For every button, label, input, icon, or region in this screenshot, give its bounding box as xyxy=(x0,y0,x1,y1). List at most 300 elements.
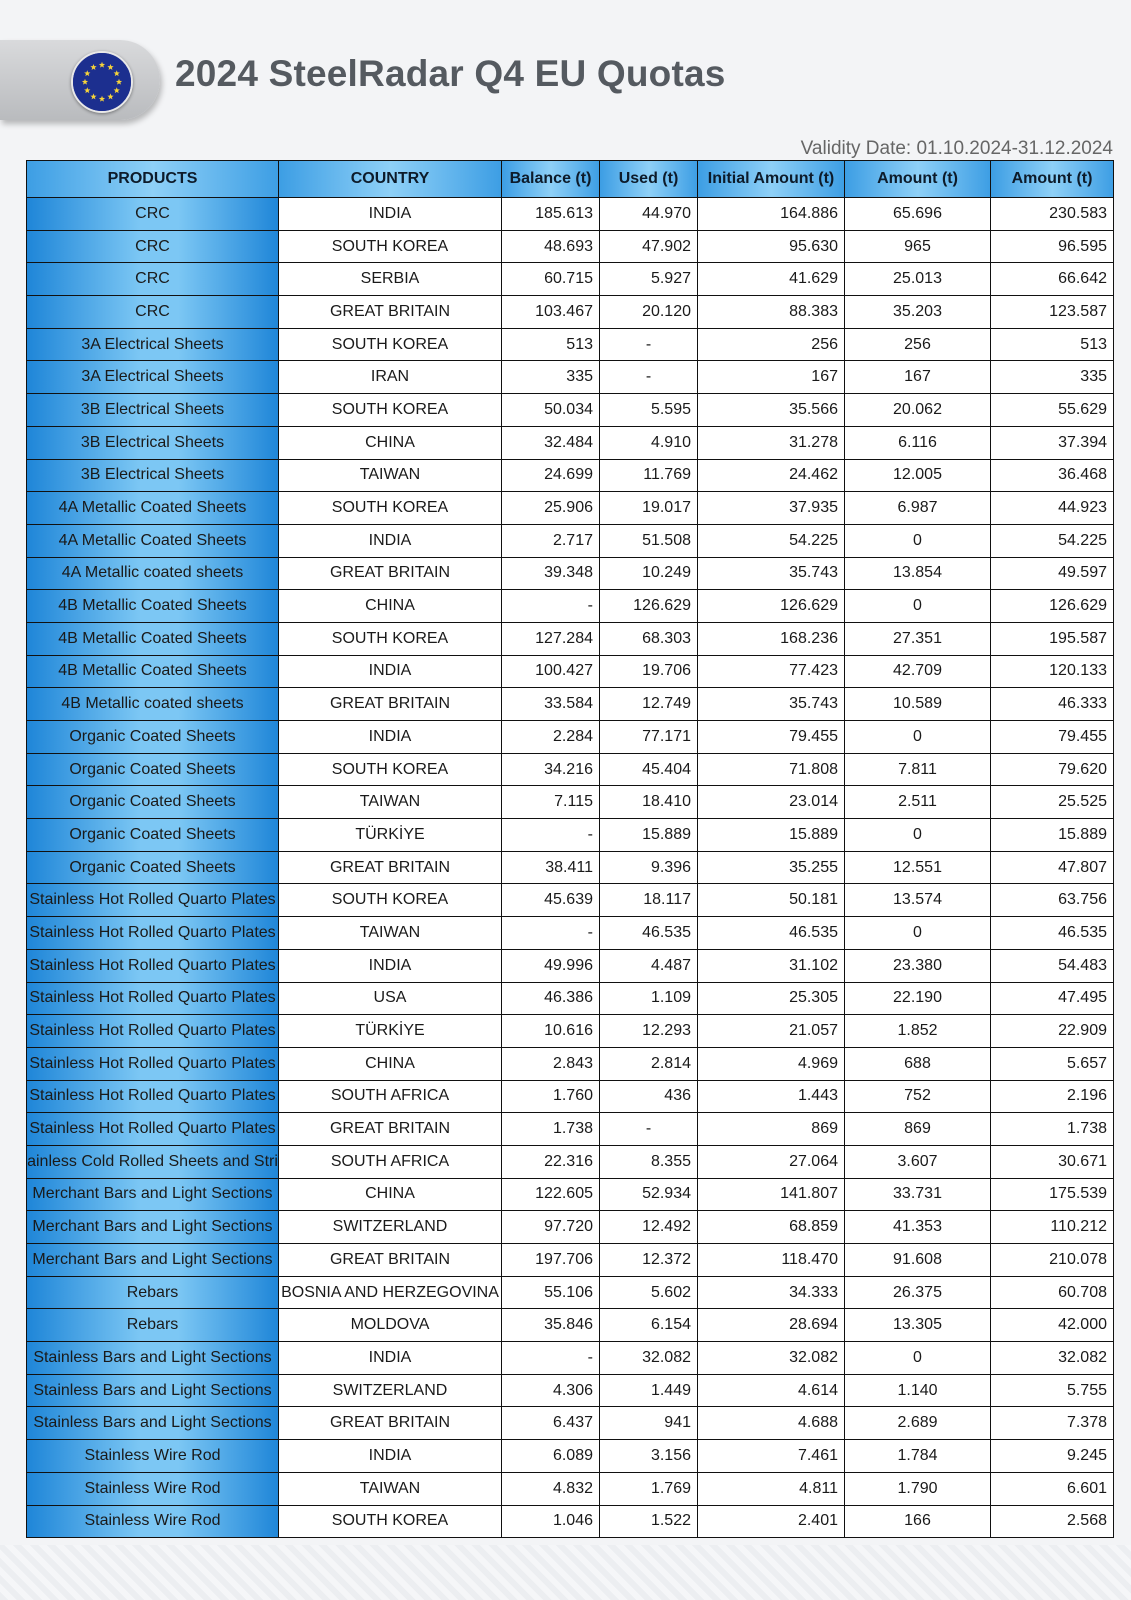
value-cell: 19.706 xyxy=(600,655,698,688)
table-row xyxy=(27,884,1114,917)
table-row xyxy=(27,557,1114,590)
value-cell: 41.353 xyxy=(845,1211,991,1244)
value-cell: 12.492 xyxy=(600,1211,698,1244)
column-header: Initial Amount (t) xyxy=(698,161,845,198)
value-cell: 126.629 xyxy=(698,590,845,623)
value-cell: 39.348 xyxy=(502,557,600,590)
product-cell: Stainless Hot Rolled Quarto Plates xyxy=(27,1113,279,1146)
value-cell: 25.305 xyxy=(698,982,845,1015)
table-row xyxy=(27,1080,1114,1113)
product-cell: Merchant Bars and Light Sections xyxy=(27,1178,279,1211)
product-cell: Organic Coated Sheets xyxy=(27,753,279,786)
table-row xyxy=(27,655,1114,688)
value-cell: 20.120 xyxy=(600,296,698,329)
table-row xyxy=(27,721,1114,754)
table-row xyxy=(27,230,1114,263)
value-cell: 95.630 xyxy=(698,230,845,263)
value-cell: 25.906 xyxy=(502,492,600,525)
value-cell: 118.470 xyxy=(698,1244,845,1277)
value-cell: 1.738 xyxy=(502,1113,600,1146)
country-cell: SOUTH AFRICA xyxy=(279,1080,502,1113)
value-cell: 49.996 xyxy=(502,949,600,982)
value-cell: 2.814 xyxy=(600,1047,698,1080)
value-cell: 335 xyxy=(991,361,1114,394)
country-cell: GREAT BRITAIN xyxy=(279,1113,502,1146)
value-cell: 1.046 xyxy=(502,1505,600,1538)
product-cell: Stainless Hot Rolled Quarto Plates xyxy=(27,884,279,917)
table-row xyxy=(27,426,1114,459)
country-cell: INDIA xyxy=(279,524,502,557)
table-row xyxy=(27,819,1114,852)
table-row xyxy=(27,361,1114,394)
value-cell: 195.587 xyxy=(991,622,1114,655)
table-header-row xyxy=(27,161,1114,198)
country-cell: SOUTH KOREA xyxy=(279,753,502,786)
country-cell: SWITZERLAND xyxy=(279,1211,502,1244)
value-cell: 46.535 xyxy=(600,917,698,950)
product-cell: Stainless Wire Rod xyxy=(27,1472,279,1505)
value-cell: 35.743 xyxy=(698,688,845,721)
country-cell: TAIWAN xyxy=(279,786,502,819)
product-cell: 3B Electrical Sheets xyxy=(27,394,279,427)
value-cell: 38.411 xyxy=(502,851,600,884)
table-row xyxy=(27,328,1114,361)
product-cell: Merchant Bars and Light Sections xyxy=(27,1211,279,1244)
value-cell: 436 xyxy=(600,1080,698,1113)
product-cell: Organic Coated Sheets xyxy=(27,819,279,852)
value-cell: 513 xyxy=(991,328,1114,361)
country-cell: INDIA xyxy=(279,949,502,982)
country-cell: INDIA xyxy=(279,721,502,754)
value-cell: 65.696 xyxy=(845,198,991,231)
value-cell: 37.935 xyxy=(698,492,845,525)
value-cell: - xyxy=(502,1342,600,1375)
value-cell: 11.769 xyxy=(600,459,698,492)
value-cell: 1.852 xyxy=(845,1015,991,1048)
value-cell: 13.854 xyxy=(845,557,991,590)
value-cell: 1.449 xyxy=(600,1374,698,1407)
value-cell: 0 xyxy=(845,819,991,852)
product-cell: 3A Electrical Sheets xyxy=(27,328,279,361)
value-cell: 1.738 xyxy=(991,1113,1114,1146)
table-row xyxy=(27,492,1114,525)
product-cell: CRC xyxy=(27,230,279,263)
quota-table xyxy=(26,160,1114,1538)
country-cell: TÜRKİYE xyxy=(279,819,502,852)
product-cell: Stainless Hot Rolled Quarto Plates xyxy=(27,917,279,950)
value-cell: 15.889 xyxy=(991,819,1114,852)
value-cell: 167 xyxy=(845,361,991,394)
product-cell: Stainless Bars and Light Sections xyxy=(27,1374,279,1407)
value-cell: 23.380 xyxy=(845,949,991,982)
value-cell: 24.462 xyxy=(698,459,845,492)
value-cell: 35.566 xyxy=(698,394,845,427)
value-cell: 49.597 xyxy=(991,557,1114,590)
country-cell: SOUTH KOREA xyxy=(279,328,502,361)
product-cell: 3B Electrical Sheets xyxy=(27,426,279,459)
product-cell: CRC xyxy=(27,296,279,329)
value-cell: 100.427 xyxy=(502,655,600,688)
country-cell: SOUTH KOREA xyxy=(279,622,502,655)
country-cell: TAIWAN xyxy=(279,1472,502,1505)
value-cell: 167 xyxy=(698,361,845,394)
value-cell: 5.602 xyxy=(600,1276,698,1309)
value-cell: 256 xyxy=(845,328,991,361)
product-cell: Stainless Hot Rolled Quarto Plates xyxy=(27,949,279,982)
value-cell: 123.587 xyxy=(991,296,1114,329)
product-cell: 4A Metallic Coated Sheets xyxy=(27,524,279,557)
value-cell: 0 xyxy=(845,524,991,557)
value-cell: 103.467 xyxy=(502,296,600,329)
value-cell: 1.760 xyxy=(502,1080,600,1113)
country-cell: TÜRKİYE xyxy=(279,1015,502,1048)
value-cell: 2.568 xyxy=(991,1505,1114,1538)
product-cell: 4A Metallic coated sheets xyxy=(27,557,279,590)
country-cell: GREAT BRITAIN xyxy=(279,851,502,884)
value-cell: 9.245 xyxy=(991,1440,1114,1473)
value-cell: 126.629 xyxy=(600,590,698,623)
value-cell: 2.284 xyxy=(502,721,600,754)
value-cell: 5.755 xyxy=(991,1374,1114,1407)
product-cell: 4B Metallic coated sheets xyxy=(27,688,279,721)
column-header: Balance (t) xyxy=(502,161,600,198)
product-cell: Rebars xyxy=(27,1309,279,1342)
value-cell: 141.807 xyxy=(698,1178,845,1211)
value-cell: 8.355 xyxy=(600,1145,698,1178)
table-row xyxy=(27,1113,1114,1146)
value-cell: 22.909 xyxy=(991,1015,1114,1048)
value-cell: 6.154 xyxy=(600,1309,698,1342)
value-cell: 175.539 xyxy=(991,1178,1114,1211)
value-cell: 941 xyxy=(600,1407,698,1440)
country-cell: SOUTH AFRICA xyxy=(279,1145,502,1178)
value-cell: 63.756 xyxy=(991,884,1114,917)
table-row xyxy=(27,1178,1114,1211)
value-cell: 7.461 xyxy=(698,1440,845,1473)
value-cell: 4.688 xyxy=(698,1407,845,1440)
value-cell: 34.333 xyxy=(698,1276,845,1309)
value-cell: 26.375 xyxy=(845,1276,991,1309)
value-cell: 21.057 xyxy=(698,1015,845,1048)
table-row xyxy=(27,1505,1114,1538)
country-cell: GREAT BRITAIN xyxy=(279,1244,502,1277)
table-row xyxy=(27,296,1114,329)
value-cell: 47.495 xyxy=(991,982,1114,1015)
country-cell: SOUTH KOREA xyxy=(279,1505,502,1538)
product-cell: 4B Metallic Coated Sheets xyxy=(27,655,279,688)
value-cell: 15.889 xyxy=(698,819,845,852)
country-cell: CHINA xyxy=(279,426,502,459)
value-cell: 10.249 xyxy=(600,557,698,590)
value-cell: 25.013 xyxy=(845,263,991,296)
value-cell: 15.889 xyxy=(600,819,698,852)
value-cell: 77.423 xyxy=(698,655,845,688)
value-cell: 66.642 xyxy=(991,263,1114,296)
value-cell: 27.064 xyxy=(698,1145,845,1178)
value-cell: 54.483 xyxy=(991,949,1114,982)
value-cell: 0 xyxy=(845,721,991,754)
value-cell: 164.886 xyxy=(698,198,845,231)
country-cell: SOUTH KOREA xyxy=(279,394,502,427)
value-cell: 55.629 xyxy=(991,394,1114,427)
value-cell: 46.333 xyxy=(991,688,1114,721)
value-cell: 35.203 xyxy=(845,296,991,329)
product-cell: Stainless Hot Rolled Quarto Plates xyxy=(27,982,279,1015)
value-cell: 2.511 xyxy=(845,786,991,819)
value-cell: 752 xyxy=(845,1080,991,1113)
value-cell: 4.306 xyxy=(502,1374,600,1407)
table-row xyxy=(27,459,1114,492)
page-title: 2024 SteelRadar Q4 EU Quotas xyxy=(175,53,726,94)
product-cell: Stainless Hot Rolled Quarto Plates xyxy=(27,1080,279,1113)
country-cell: SOUTH KOREA xyxy=(279,884,502,917)
value-cell: 52.934 xyxy=(600,1178,698,1211)
table-row xyxy=(27,198,1114,231)
value-cell: 12.293 xyxy=(600,1015,698,1048)
value-cell: 10.616 xyxy=(502,1015,600,1048)
value-cell: 10.589 xyxy=(845,688,991,721)
table-row xyxy=(27,1472,1114,1505)
value-cell: 335 xyxy=(502,361,600,394)
country-cell: CHINA xyxy=(279,1178,502,1211)
value-cell: 0 xyxy=(845,590,991,623)
product-cell: 4A Metallic Coated Sheets xyxy=(27,492,279,525)
value-cell: 35.846 xyxy=(502,1309,600,1342)
quota-table-container xyxy=(26,160,1113,1538)
country-cell: GREAT BRITAIN xyxy=(279,296,502,329)
value-cell: 7.378 xyxy=(991,1407,1114,1440)
value-cell: 45.404 xyxy=(600,753,698,786)
country-cell: SERBIA xyxy=(279,263,502,296)
table-row xyxy=(27,1276,1114,1309)
table-row xyxy=(27,1244,1114,1277)
table-row xyxy=(27,1015,1114,1048)
product-cell: Stainless Bars and Light Sections xyxy=(27,1407,279,1440)
table-row xyxy=(27,622,1114,655)
value-cell: 197.706 xyxy=(502,1244,600,1277)
value-cell: 2.717 xyxy=(502,524,600,557)
value-cell: 47.902 xyxy=(600,230,698,263)
value-cell: 6.987 xyxy=(845,492,991,525)
value-cell: 31.102 xyxy=(698,949,845,982)
country-cell: SOUTH KOREA xyxy=(279,230,502,263)
value-cell: 1.522 xyxy=(600,1505,698,1538)
product-cell: Stainless Hot Rolled Quarto Plates xyxy=(27,1015,279,1048)
product-cell: Rebars xyxy=(27,1276,279,1309)
value-cell: 42.709 xyxy=(845,655,991,688)
country-cell: INDIA xyxy=(279,1440,502,1473)
value-cell: 46.535 xyxy=(991,917,1114,950)
value-cell: 12.005 xyxy=(845,459,991,492)
value-cell: 54.225 xyxy=(991,524,1114,557)
value-cell: 68.303 xyxy=(600,622,698,655)
country-cell: MOLDOVA xyxy=(279,1309,502,1342)
value-cell: 120.133 xyxy=(991,655,1114,688)
value-cell: 32.082 xyxy=(600,1342,698,1375)
country-cell: TAIWAN xyxy=(279,459,502,492)
value-cell: 7.811 xyxy=(845,753,991,786)
value-cell: 2.401 xyxy=(698,1505,845,1538)
column-header: COUNTRY xyxy=(279,161,502,198)
value-cell: 688 xyxy=(845,1047,991,1080)
value-cell: 1.443 xyxy=(698,1080,845,1113)
value-cell: 97.720 xyxy=(502,1211,600,1244)
table-row xyxy=(27,851,1114,884)
value-cell: 20.062 xyxy=(845,394,991,427)
table-row xyxy=(27,982,1114,1015)
value-cell: 46.535 xyxy=(698,917,845,950)
table-row xyxy=(27,263,1114,296)
value-cell: - xyxy=(600,1113,698,1146)
value-cell: 6.116 xyxy=(845,426,991,459)
table-row xyxy=(27,524,1114,557)
value-cell: 12.551 xyxy=(845,851,991,884)
table-row xyxy=(27,1374,1114,1407)
value-cell: 91.608 xyxy=(845,1244,991,1277)
country-cell: INDIA xyxy=(279,198,502,231)
value-cell: 869 xyxy=(698,1113,845,1146)
product-cell: Stainless Wire Rod xyxy=(27,1440,279,1473)
country-cell: GREAT BRITAIN xyxy=(279,557,502,590)
product-cell: 3A Electrical Sheets xyxy=(27,361,279,394)
value-cell: 3.156 xyxy=(600,1440,698,1473)
value-cell: 1.140 xyxy=(845,1374,991,1407)
value-cell: 7.115 xyxy=(502,786,600,819)
value-cell: 31.278 xyxy=(698,426,845,459)
table-row xyxy=(27,786,1114,819)
value-cell: 88.383 xyxy=(698,296,845,329)
country-cell: GREAT BRITAIN xyxy=(279,688,502,721)
value-cell: 1.769 xyxy=(600,1472,698,1505)
value-cell: 60.715 xyxy=(502,263,600,296)
product-cell: ainless Cold Rolled Sheets and Stri xyxy=(27,1145,279,1178)
value-cell: 27.351 xyxy=(845,622,991,655)
value-cell: 12.749 xyxy=(600,688,698,721)
value-cell: 54.225 xyxy=(698,524,845,557)
value-cell: 77.171 xyxy=(600,721,698,754)
table-row xyxy=(27,1211,1114,1244)
value-cell: 13.305 xyxy=(845,1309,991,1342)
product-cell: Organic Coated Sheets xyxy=(27,786,279,819)
table-row xyxy=(27,949,1114,982)
product-cell: 4B Metallic Coated Sheets xyxy=(27,622,279,655)
country-cell: SWITZERLAND xyxy=(279,1374,502,1407)
value-cell: 4.614 xyxy=(698,1374,845,1407)
table-row xyxy=(27,1407,1114,1440)
value-cell: 185.613 xyxy=(502,198,600,231)
table-row xyxy=(27,1145,1114,1178)
table-row xyxy=(27,394,1114,427)
table-row xyxy=(27,1342,1114,1375)
value-cell: 33.584 xyxy=(502,688,600,721)
value-cell: 24.699 xyxy=(502,459,600,492)
value-cell: 168.236 xyxy=(698,622,845,655)
country-cell: INDIA xyxy=(279,655,502,688)
country-cell: CHINA xyxy=(279,590,502,623)
value-cell: 44.923 xyxy=(991,492,1114,525)
table-row xyxy=(27,590,1114,623)
value-cell: - xyxy=(600,361,698,394)
value-cell: 25.525 xyxy=(991,786,1114,819)
value-cell: 60.708 xyxy=(991,1276,1114,1309)
value-cell: 1.109 xyxy=(600,982,698,1015)
value-cell: 0 xyxy=(845,917,991,950)
table-row xyxy=(27,753,1114,786)
value-cell: 4.487 xyxy=(600,949,698,982)
value-cell: 12.372 xyxy=(600,1244,698,1277)
country-cell: INDIA xyxy=(279,1342,502,1375)
product-cell: 4B Metallic Coated Sheets xyxy=(27,590,279,623)
value-cell: 50.034 xyxy=(502,394,600,427)
product-cell: Organic Coated Sheets xyxy=(27,721,279,754)
value-cell: 22.190 xyxy=(845,982,991,1015)
table-row xyxy=(27,1440,1114,1473)
value-cell: 210.078 xyxy=(991,1244,1114,1277)
value-cell: 48.693 xyxy=(502,230,600,263)
column-header: PRODUCTS xyxy=(27,161,279,198)
value-cell: 869 xyxy=(845,1113,991,1146)
country-cell: SOUTH KOREA xyxy=(279,492,502,525)
product-cell: Organic Coated Sheets xyxy=(27,851,279,884)
value-cell: 1.784 xyxy=(845,1440,991,1473)
country-cell: USA xyxy=(279,982,502,1015)
value-cell: 79.455 xyxy=(991,721,1114,754)
value-cell: 9.396 xyxy=(600,851,698,884)
value-cell: 13.574 xyxy=(845,884,991,917)
validity-date: Validity Date: 01.10.2024-31.12.2024 xyxy=(800,138,1113,159)
value-cell: 68.859 xyxy=(698,1211,845,1244)
value-cell: 45.639 xyxy=(502,884,600,917)
value-cell: 5.927 xyxy=(600,263,698,296)
value-cell: 33.731 xyxy=(845,1178,991,1211)
table-row xyxy=(27,1047,1114,1080)
value-cell: 5.657 xyxy=(991,1047,1114,1080)
country-cell: BOSNIA AND HERZEGOVINA xyxy=(279,1276,502,1309)
value-cell: 71.808 xyxy=(698,753,845,786)
value-cell: 1.790 xyxy=(845,1472,991,1505)
product-cell: CRC xyxy=(27,263,279,296)
value-cell: 6.437 xyxy=(502,1407,600,1440)
value-cell: 6.601 xyxy=(991,1472,1114,1505)
value-cell: - xyxy=(502,819,600,852)
value-cell: 22.316 xyxy=(502,1145,600,1178)
value-cell: 46.386 xyxy=(502,982,600,1015)
column-header: Used (t) xyxy=(600,161,698,198)
value-cell: 18.410 xyxy=(600,786,698,819)
value-cell: 42.000 xyxy=(991,1309,1114,1342)
product-cell: Stainless Bars and Light Sections xyxy=(27,1342,279,1375)
value-cell: 5.595 xyxy=(600,394,698,427)
value-cell: 35.743 xyxy=(698,557,845,590)
value-cell: 55.106 xyxy=(502,1276,600,1309)
value-cell: 230.583 xyxy=(991,198,1114,231)
product-cell: Stainless Hot Rolled Quarto Plates xyxy=(27,1047,279,1080)
value-cell: 122.605 xyxy=(502,1178,600,1211)
value-cell: 166 xyxy=(845,1505,991,1538)
value-cell: 79.620 xyxy=(991,753,1114,786)
country-cell: CHINA xyxy=(279,1047,502,1080)
value-cell: 6.089 xyxy=(502,1440,600,1473)
value-cell: 256 xyxy=(698,328,845,361)
value-cell: 36.468 xyxy=(991,459,1114,492)
value-cell: 37.394 xyxy=(991,426,1114,459)
value-cell: 32.082 xyxy=(698,1342,845,1375)
value-cell: 0 xyxy=(845,1342,991,1375)
value-cell: 3.607 xyxy=(845,1145,991,1178)
product-cell: Merchant Bars and Light Sections xyxy=(27,1244,279,1277)
value-cell: 2.196 xyxy=(991,1080,1114,1113)
product-cell: CRC xyxy=(27,198,279,231)
